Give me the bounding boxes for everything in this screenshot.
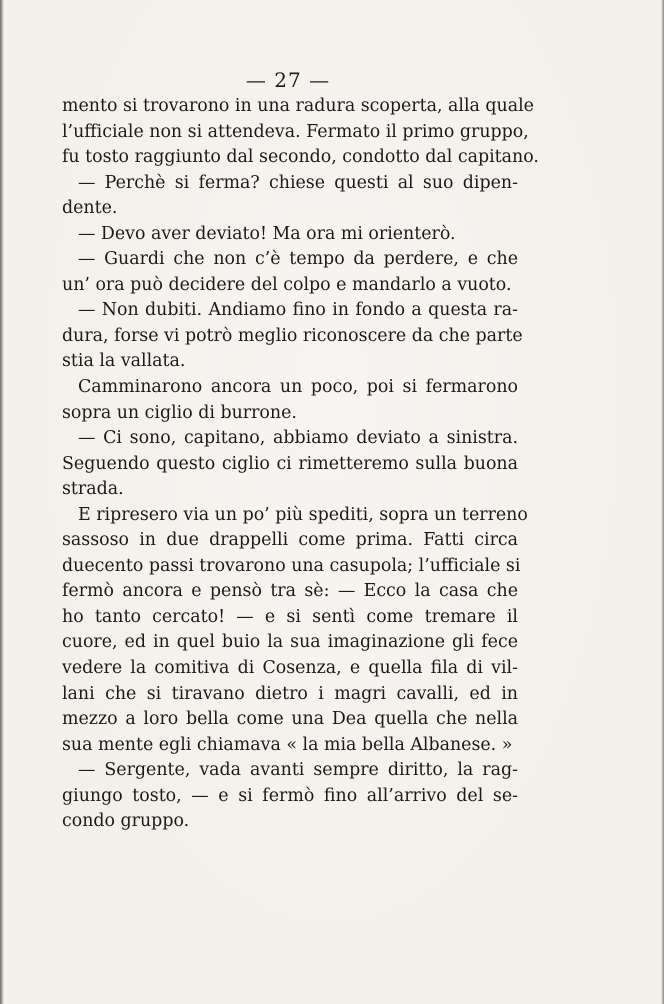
text-line: strada. xyxy=(62,479,124,500)
text-line: stia la vallata. xyxy=(62,351,186,372)
text-line: cuore, ed in quel buio la sua imaginazione gli fece xyxy=(62,632,518,653)
text-line: mezzo a loro bella come una Dea quella che nella xyxy=(62,709,518,730)
text-line: Camminarono ancora un poco, poi si fermarono xyxy=(78,377,518,398)
text-line: — Devo aver deviato! Ma ora mi orienterò. xyxy=(78,223,456,244)
text-line: lani che si tiravano dietro i magri cavalli, ed in xyxy=(62,683,518,704)
text-line: sopra un ciglio di burrone. xyxy=(62,402,297,423)
page-number: — 27 — xyxy=(245,68,331,92)
text-line: condo gruppo. xyxy=(62,811,190,832)
text-line: un’ ora può decidere del colpo e mandarlo a vuoto. xyxy=(62,274,512,295)
text-line: sassoso in due drappelli come prima. Fatti circa xyxy=(62,530,518,551)
text-line: sua mente egli chiamava « la mia bella Albanese. » xyxy=(62,734,513,755)
text-line: fermò ancora e pensò tra sè: — Ecco la casa che xyxy=(62,581,518,602)
text-line: Seguendo questo ciglio ci rimetteremo sulla buona xyxy=(62,453,518,474)
text-line: — Ci sono, capitano, abbiamo deviato a sinistra. xyxy=(78,428,518,449)
text-line: vedere la comitiva di Cosenza, e quella fila di vil- xyxy=(62,658,518,679)
text-line: ho tanto cercato! — e si sentì come tremare il xyxy=(62,606,518,627)
text-line: E ripresero via un po’ più spediti, sopra un terreno xyxy=(78,504,528,525)
text-line: — Sergente, vada avanti sempre diritto, la rag- xyxy=(78,760,518,781)
text-line: duecento passi trovarono una casupola; l’ufficiale si xyxy=(62,555,521,576)
text-line: fu tosto raggiunto dal secondo, condotto dal capitano. xyxy=(62,147,539,168)
page-left-edge-shadow xyxy=(0,0,4,1004)
text-line: dura, forse vi potrò meglio riconoscere da che parte xyxy=(62,325,523,346)
text-line: — Perchè si ferma? chiese questi al suo dipen- xyxy=(78,172,518,193)
text-line: — Guardi che non c’è tempo da perdere, e che xyxy=(78,249,518,270)
text-line: mento si trovarono in una radura scoperta, alla quale xyxy=(62,96,534,116)
text-line: — Non dubiti. Andiamo fino in fondo a questa ra- xyxy=(78,300,518,321)
text-line: dente. xyxy=(62,198,118,219)
text-line: l’ufficiale non si attendeva. Fermato il primo gruppo, xyxy=(62,121,529,142)
text-line: giungo tosto, — e si fermò fino all’arrivo del se- xyxy=(62,785,518,806)
body-text xyxy=(62,94,539,835)
